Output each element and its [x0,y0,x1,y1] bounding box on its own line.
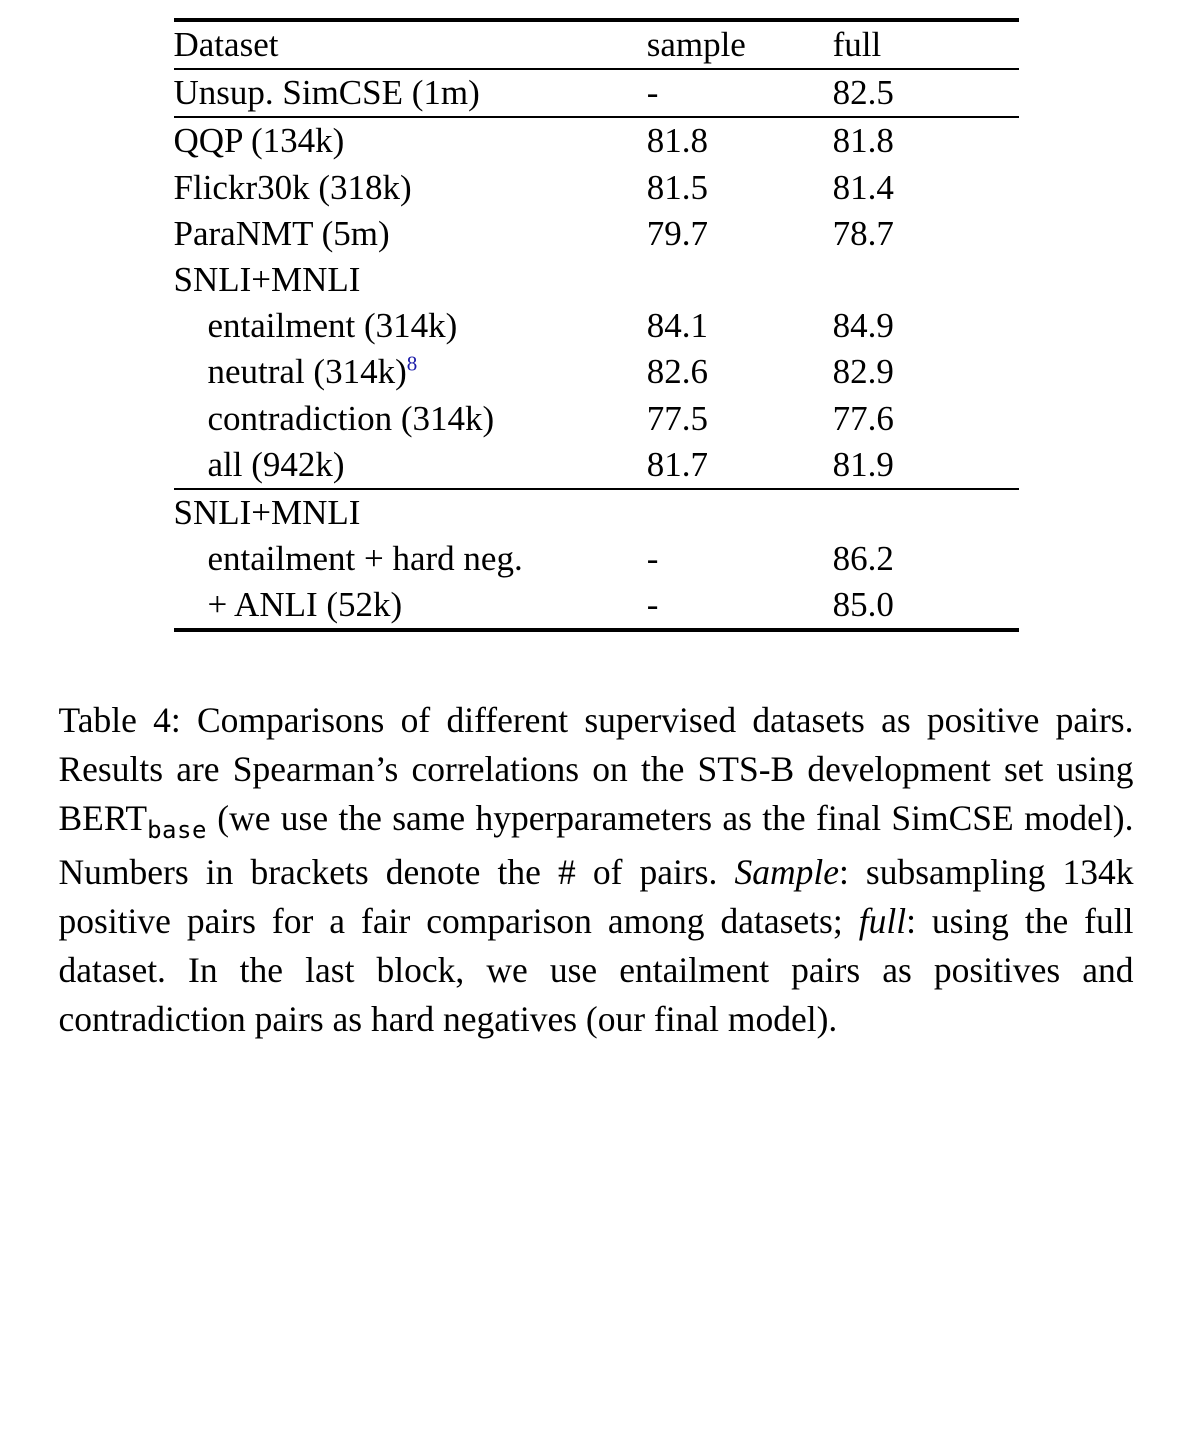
results-table-container [174,18,1019,632]
row-full [833,257,1019,303]
row-sample: 81.7 [646,444,708,484]
table-row [174,349,1019,395]
row-full: 81.9 [832,444,894,484]
caption-label: Table 4: [58,700,181,741]
row-sample: 79.7 [646,213,708,253]
table-row [174,396,1019,442]
footnote-marker: 8 [406,351,418,376]
row-sample: 81.8 [646,121,708,161]
row-full: 85.0 [832,585,894,625]
row-label: SNLI+MNLI [173,259,361,299]
row-full: 78.7 [832,213,894,253]
row-label: all (942k) [207,444,345,484]
column-header-dataset: Dataset [173,25,279,64]
row-sample: - [646,539,659,579]
column-header-full: full [832,25,882,64]
table-row [174,303,1019,349]
row-sample: - [646,585,659,625]
row-label [174,349,647,395]
row-full: 86.2 [832,539,894,579]
table-caption [59,696,1134,1043]
table-row [174,257,1019,303]
caption-part1: Comparisons of different supervised datasets as positive pairs. Results are Spearman’s correlations on the STS-B development set using BERT [58,700,1134,839]
row-label: QQP (134k) [173,121,345,161]
row-label: entailment + hard neg. [207,539,523,579]
row-full: 81.8 [832,121,894,161]
row-label-text: neutral (314k) [207,352,407,392]
row-full [833,489,1019,536]
row-sample [647,257,833,303]
results-table [174,18,1019,632]
row-sample [647,489,833,536]
caption-part3: : subsampling 134k positive pairs for a fair comparison among datasets; [58,851,1134,941]
row-full: 82.5 [832,73,894,113]
row-label: contradiction (314k) [207,398,495,438]
table-row [174,211,1019,257]
row-sample: 82.6 [646,352,708,392]
caption-part2: (we use the same hyperparameters as the final SimCSE model). Numbers in brackets denote the # of pairs. [58,798,1134,892]
row-sample: 84.1 [646,306,708,346]
table-header-row [174,20,1019,68]
table-row [174,165,1019,211]
table-row [174,536,1019,582]
table-row [174,489,1019,536]
caption-italic-full: full [858,900,907,941]
row-full: 84.9 [832,306,894,346]
row-full: 81.4 [832,167,894,207]
table-bottom-rule [174,628,1019,630]
table-row [174,442,1019,488]
row-label: + ANLI (52k) [207,585,403,625]
table-row [174,582,1019,628]
table-row [174,117,1019,164]
row-label: SNLI+MNLI [173,492,361,532]
row-sample: 81.5 [646,167,708,207]
row-full: 77.6 [832,398,894,438]
row-sample: - [646,73,659,113]
caption-italic-sample: Sample [734,851,839,892]
row-sample: 77.5 [646,398,708,438]
row-label: entailment (314k) [207,306,458,346]
column-header-sample: sample [646,25,746,64]
row-full: 82.9 [832,352,894,392]
row-label: Unsup. SimCSE (1m) [173,73,480,113]
caption-part4: : using the full dataset. In the last block, we use entailment pairs as positives and contradiction pairs as hard negatives (our final model). [58,900,1134,1039]
row-label: Flickr30k (318k) [173,167,412,207]
table-row [174,69,1019,116]
row-label: ParaNMT (5m) [173,213,390,253]
caption-bert-subscript: base [147,816,207,845]
